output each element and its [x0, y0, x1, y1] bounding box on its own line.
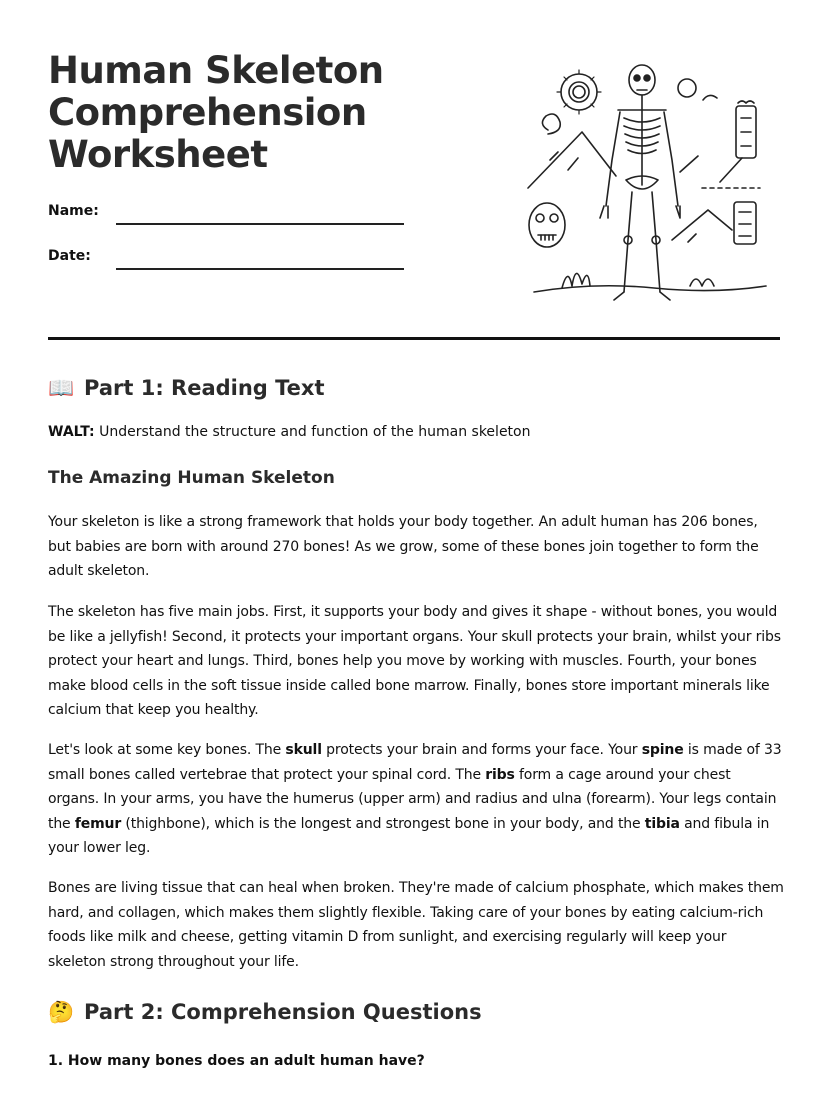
part2-heading	[48, 1000, 482, 1025]
thinking-face-icon: 🤔	[48, 1000, 75, 1024]
part1-heading-text: Part 1: Reading Text	[84, 376, 325, 400]
book-icon: 📖	[48, 376, 75, 400]
walt-label: WALT:	[48, 424, 95, 440]
part1-heading	[48, 376, 325, 401]
mask-icon	[529, 203, 565, 247]
paragraph-2: The skeleton has five main jobs. First, it supports your body and gives it shape - without bones, you would be like a jellyfish! Second, it protects your important organs. Your skull protects your brain, whilst your ribs protect your heart and lungs. Third, bones help you move by working with muscles. Fourth, your bones make blood cells in the soft tissue inside called bone marrow. Finally, bones store important minerals like calcium that keep you healthy.	[48, 604, 781, 719]
walt-text: Understand the structure and function of the human skeleton	[94, 424, 531, 440]
paragraph-1: Your skeleton is like a strong framework that holds your body together. An adult human has 206 bones, but babies are born with around 270 bones! As we grow, some of these bones join together to form the adult skeleton.	[48, 514, 759, 580]
walt-line	[48, 424, 530, 440]
reading-subheading: The Amazing Human Skeleton	[48, 468, 335, 488]
term-femur: femur	[74, 815, 122, 832]
worksheet-title: Human Skeleton Comprehension Worksheet	[48, 49, 384, 176]
date-field[interactable]	[116, 268, 404, 270]
sun-rays	[557, 70, 601, 114]
part2-heading-text: Part 2: Comprehension Questions	[84, 1000, 482, 1024]
date-label: Date:	[48, 248, 91, 264]
paragraph-3: Let's look at some key bones. The skull protects your brain and forms your face. Your spine is made of 33 small bones called vertebrae that protect your spinal cord. The ribs form a cage around your chest organs. In your arms, you have the humerus (upper arm) and radius and ulna (forearm). Your legs contain the femur (thighbone), which is the longest and strongest bone in your body, and the tibia and fibula in your lower leg.	[48, 742, 782, 857]
totem-icon	[734, 106, 756, 244]
name-field[interactable]	[116, 223, 404, 225]
question-1: 1. How many bones does an adult human have?	[48, 1053, 425, 1069]
skeleton-illustration-icon	[520, 60, 780, 310]
term-spine: spine	[641, 742, 684, 758]
term-tibia: tibia	[644, 815, 680, 832]
term-skull: skull	[285, 742, 322, 758]
name-label: Name:	[48, 203, 99, 219]
paragraph-4: Bones are living tissue that can heal when broken. They're made of calcium phosphate, which makes them hard, and collagen, which makes them slightly flexible. Taking care of your bones by eating calcium-rich foods like milk and cheese, getting vitamin D from sunlight, and exercising regularly will keep your skeleton strong throughout your life.	[48, 880, 784, 970]
skeleton-figure	[600, 65, 680, 300]
section-divider	[48, 337, 780, 340]
term-ribs: ribs	[485, 766, 515, 783]
